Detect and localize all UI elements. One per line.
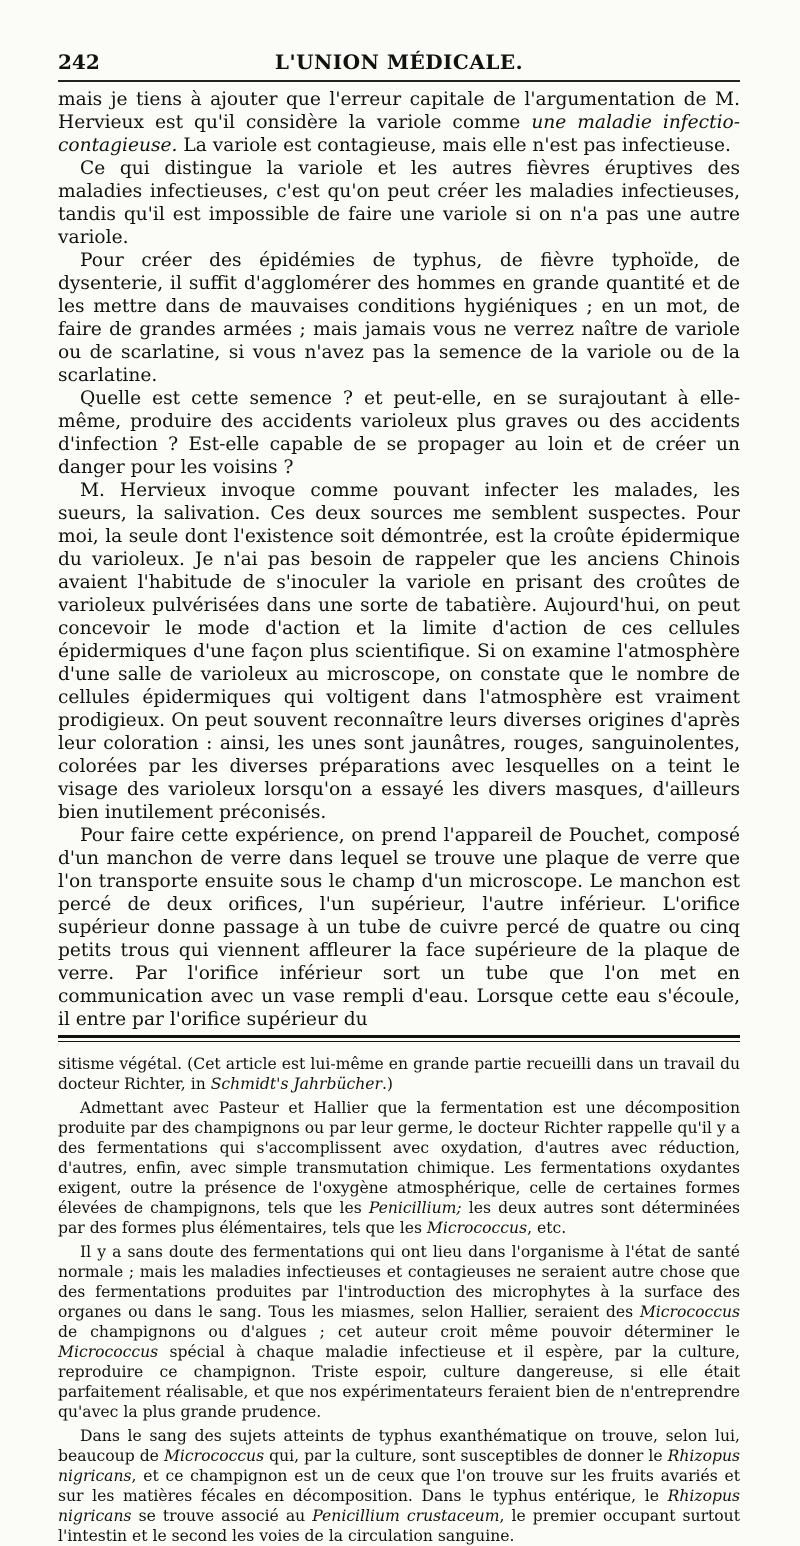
italic-term: Schmidt's Jahrbücher — [210, 1075, 382, 1093]
italic-term: Micrococcus — [163, 1447, 265, 1465]
journal-title: L'UNION MÉDICALE. — [274, 50, 524, 74]
note-paragraph — [58, 1426, 740, 1546]
text-run: sitisme végétal. (Cet article est lui-même en grande partie recueilli dans un travail du docteur Richter, in — [58, 1055, 740, 1093]
note-paragraph — [58, 1054, 740, 1094]
text-run: les deux autres sont déterminées par des formes plus élémentaires, tels que les — [58, 1199, 740, 1237]
main-paragraph — [58, 387, 740, 479]
text-run: M. Hervieux invoque comme pouvant infecter les malades, les sueurs, la salivation. Ces deux sources me semblent suspectes. Pour moi, la seule dont l'existence soit démontrée, est la croûte épidermique du varioleux. Je n'ai pas besoin de rappeler que les anciens Chinois avaient l'habitude de s'inoculer la variole en prisant des croûtes de varioleux pulvérisées dans une sorte de tabatière. Aujourd'hui, on peut concevoir le mode d'action et la limite d'action de ces cellules épidermiques d'une façon plus scientifique. Si on examine l'atmosphère d'une salle de varioleux au microscope, on constate que le nombre de cellules épidermiques qui voltigent dans l'atmosphère est vraiment prodigieux. On peut souvent reconnaître leurs diverses origines d'après leur coloration : ainsi, les unes sont jaunâtres, rouges, sanguinolentes, colorées par les diverses préparations avec lesquelles on a teint le visage des varioleux lorsqu'on a essayé les divers masques, d'ailleurs bien inutilement préconisés. — [58, 480, 740, 823]
note-paragraph — [58, 1098, 740, 1238]
text-run: Ce qui distingue la variole et les autres fièvres éruptives des maladies infectieuses, c'est qu'on peut créer les maladies infectieuses, tandis qu'il est impossible de faire une variole si on n'a pas une autre variole. — [58, 158, 740, 248]
main-paragraph — [58, 88, 740, 157]
running-header — [58, 44, 740, 82]
footnote-text — [58, 1054, 740, 1546]
text-run: Il y a sans doute des fermentations qui ont lieu dans l'organisme à l'état de santé normale ; mais les maladies infectieuses et contagieuses ne seraient autre chose que des fermentations produites par l'introduction des microphytes à la surface des organes ou dans le sang. Tous les miasmes, selon Hallier, seraient des — [58, 1243, 740, 1321]
page-number: 242 — [58, 50, 100, 74]
main-paragraph — [58, 824, 740, 1031]
main-paragraph — [58, 157, 740, 249]
text-run: de champignons ou d'algues ; cet auteur croit même pouvoir déterminer le — [58, 1323, 740, 1341]
text-run: Quelle est cette semence ? et peut-elle, en se surajoutant à elle-même, produire des accidents varioleux plus graves ou des accidents d'infection ? Est-elle capable de se propager au loin et de créer un danger pour les voisins ? — [58, 388, 740, 478]
italic-term: Rhizopus nigricans — [58, 1487, 740, 1525]
text-run: , le premier occupant surtout l'intestin et le second les voies de la circulation sanguine. — [58, 1507, 740, 1545]
italic-term: Micrococcus — [639, 1303, 740, 1321]
italic-term: Micrococcus — [426, 1219, 528, 1237]
text-run: La variole est contagieuse, mais elle n'est pas infectieuse. — [177, 135, 731, 156]
text-run: qui, par la culture, sont susceptibles de donner le — [264, 1447, 668, 1465]
italic-term: Penicillium crustaceum — [312, 1507, 500, 1525]
italic-term: Micrococcus — [58, 1343, 159, 1361]
text-run: .) — [381, 1075, 394, 1093]
italic-term: Rhizopus nigricans — [58, 1447, 741, 1485]
text-run: Admettant avec Pasteur et Hallier que la fermentation est une décomposition produite par des champignons ou par leur germe, le docteur Richter rappelle qu'il y a des fermentations qui s'accomplissent avec oxydation, d'autres avec réduction, d'autres, enfin, avec simple transmutation chimique. Les fermentations oxydantes exigent, outre la présence de l'oxygène atmosphérique, celle de certaines formes élevées de champignons, tels que les — [58, 1099, 740, 1217]
italic-term: une maladie infectio-contagieuse. — [58, 112, 740, 156]
note-paragraph — [58, 1242, 740, 1422]
text-run: Pour faire cette expérience, on prend l'appareil de Pouchet, composé d'un manchon de verre dans lequel se trouve une plaque de verre que l'on transporte ensuite sous le champ d'un microscope. Le manchon est percé de deux orifices, l'un supérieur, l'autre inférieur. L'orifice supérieur donne passage à un tube de cuivre percé de quatre ou cinq petits trous qui viennent affleurer la face supérieure de la plaque de verre. Par l'orifice inférieur sort un tube que l'on met en communication avec un vase rempli d'eau. Lorsque cette eau s'écoule, il entre par l'orifice supérieur du — [58, 825, 740, 1030]
main-paragraph — [58, 249, 740, 387]
text-run: Dans le sang des sujets atteints de typhus exanthématique on trouve, selon lui, beaucoup de — [58, 1427, 740, 1465]
text-run: se trouve associé au — [131, 1507, 313, 1525]
main-paragraph — [58, 479, 740, 824]
italic-term: Penicillium; — [368, 1199, 462, 1217]
footnote-separator — [58, 1035, 740, 1042]
text-run: Pour créer des épidémies de typhus, de fièvre typhoïde, de dysenterie, il suffit d'agglomérer des hommes en grande quantité et de les mettre dans de mauvaises conditions hygiéniques ; en un mot, de faire de grandes armées ; mais jamais vous ne verrez naître de variole ou de scarlatine, si vous n'avez pas la semence de la variole ou de la scarlatine. — [58, 250, 740, 386]
text-run: mais je tiens à ajouter que l'erreur capitale de l'argumentation de M. Hervieux est qu'il considère la variole comme — [58, 89, 740, 133]
text-run: , et ce champignon est un de ceux que l'on trouve sur les fruits avariés et sur les matières fécales en décomposition. Dans le typhus entérique, le — [58, 1467, 740, 1505]
main-body-text — [58, 88, 740, 1031]
text-run: spécial à chaque maladie infectieuse et il espère, par la culture, reproduire ce champignon. Triste espoir, culture dangereuse, si elle était parfaitement réalisable, et que nos expérimentateurs feraient bien de n'entreprendre qu'avec la plus grande prudence. — [58, 1343, 740, 1421]
text-run: , etc. — [527, 1219, 567, 1237]
